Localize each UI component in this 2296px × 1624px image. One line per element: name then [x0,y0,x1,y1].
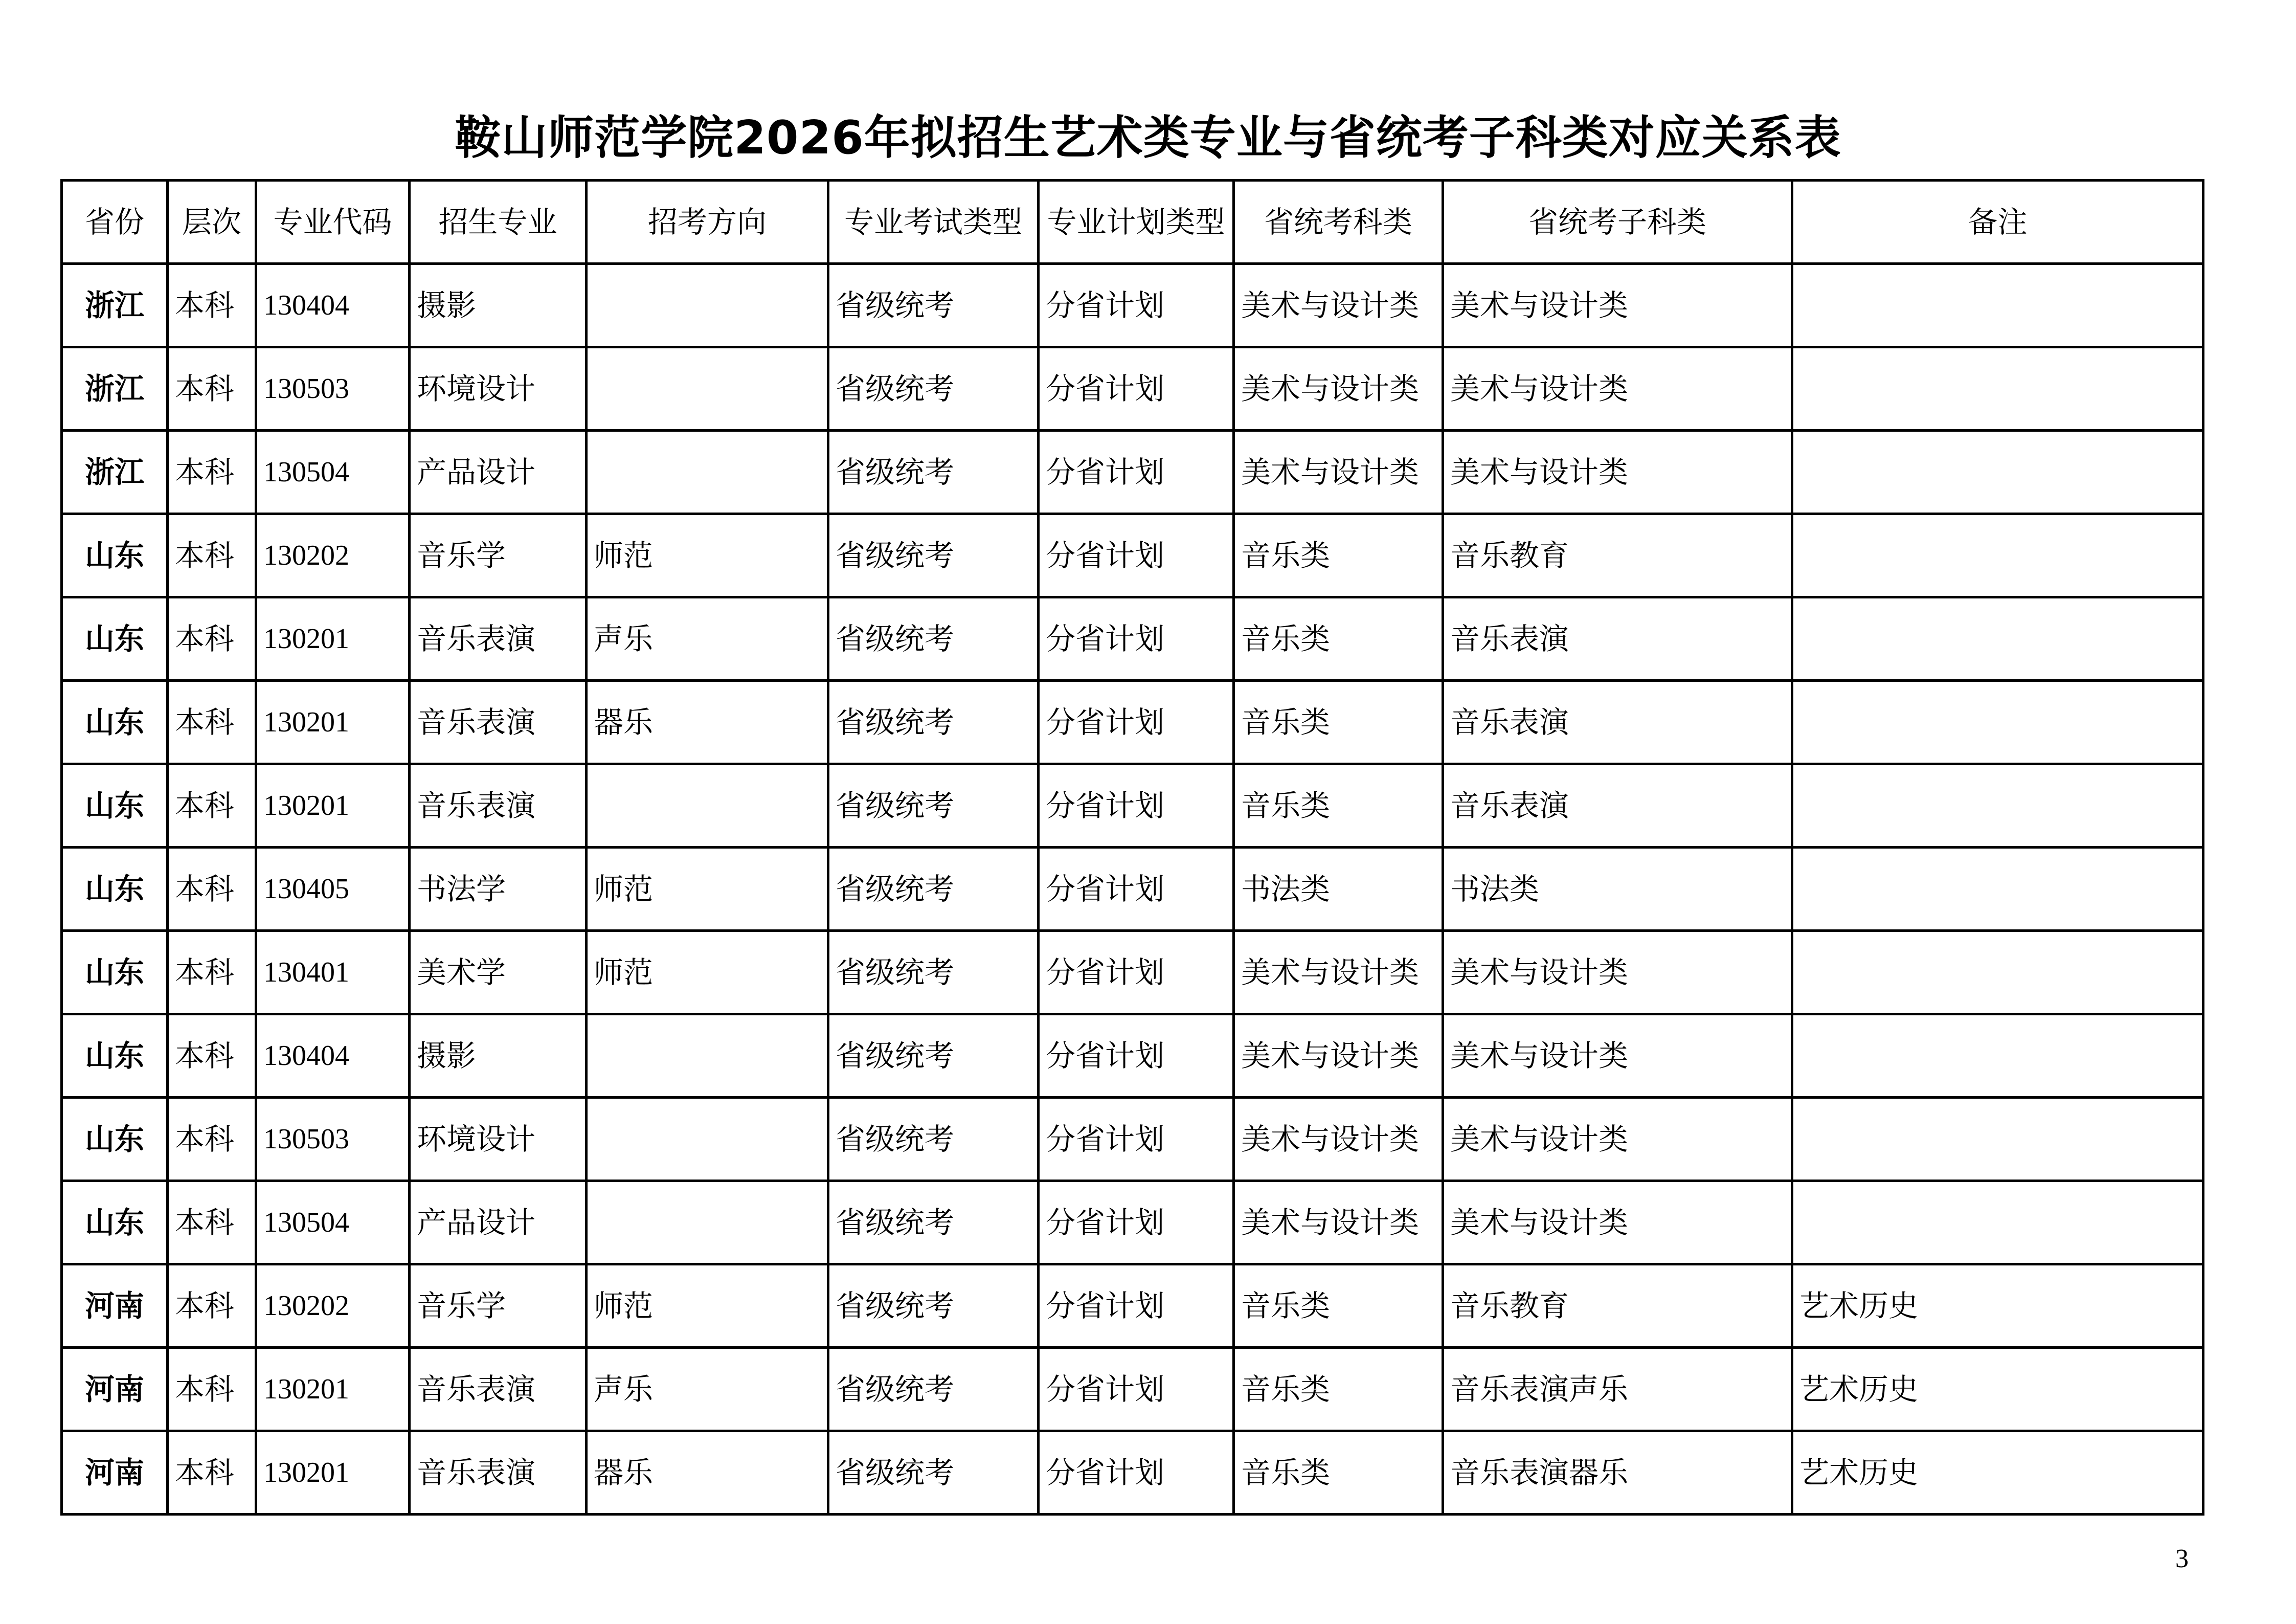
cell-major: 音乐表演 [410,681,587,764]
cell-notes [1792,848,2203,931]
cell-plan-type: 分省计划 [1039,514,1234,597]
cell-plan-type: 分省计划 [1039,1348,1234,1431]
cell-province: 山东 [62,597,168,681]
cell-direction: 器乐 [587,1431,828,1515]
cell-notes [1792,264,2203,347]
table-row [62,848,2203,931]
cell-exam-subcategory: 音乐表演 [1443,597,1792,681]
header-level: 层次 [168,181,256,264]
cell-direction [587,764,828,848]
cell-exam-subcategory: 音乐表演器乐 [1443,1431,1792,1515]
cell-major-code: 130405 [256,848,410,931]
cell-notes [1792,347,2203,431]
table-row [62,764,2203,848]
cell-major-code: 130404 [256,1014,410,1098]
cell-exam-category: 美术与设计类 [1234,264,1443,347]
cell-level: 本科 [168,1348,256,1431]
cell-province: 浙江 [62,431,168,514]
cell-major-code: 130201 [256,597,410,681]
cell-major-code: 130404 [256,264,410,347]
cell-exam-subcategory: 书法类 [1443,848,1792,931]
cell-exam-type: 省级统考 [828,597,1039,681]
cell-exam-subcategory: 音乐表演 [1443,764,1792,848]
cell-direction [587,264,828,347]
cell-exam-subcategory: 美术与设计类 [1443,431,1792,514]
table-row [62,347,2203,431]
cell-plan-type: 分省计划 [1039,1098,1234,1181]
cell-notes [1792,681,2203,764]
cell-exam-subcategory: 美术与设计类 [1443,1098,1792,1181]
cell-exam-type: 省级统考 [828,1014,1039,1098]
cell-direction [587,431,828,514]
cell-level: 本科 [168,1264,256,1348]
table-row [62,1348,2203,1431]
cell-plan-type: 分省计划 [1039,597,1234,681]
table-row [62,1431,2203,1515]
cell-level: 本科 [168,1431,256,1515]
cell-province: 山东 [62,764,168,848]
cell-direction: 师范 [587,931,828,1014]
cell-exam-category: 美术与设计类 [1234,931,1443,1014]
cell-major: 产品设计 [410,1181,587,1264]
cell-major-code: 130201 [256,1431,410,1515]
cell-province: 山东 [62,681,168,764]
cell-direction: 师范 [587,848,828,931]
table-row [62,1181,2203,1264]
cell-major-code: 130401 [256,931,410,1014]
cell-province: 山东 [62,1014,168,1098]
cell-notes: 艺术历史 [1792,1431,2203,1515]
cell-province: 河南 [62,1264,168,1348]
cell-exam-category: 美术与设计类 [1234,1014,1443,1098]
cell-province: 浙江 [62,347,168,431]
cell-plan-type: 分省计划 [1039,681,1234,764]
cell-exam-category: 音乐类 [1234,1431,1443,1515]
page-title: 鞍山师范学院2026年拟招生艺术类专业与省统考子科类对应关系表 [455,111,1841,165]
table-row [62,597,2203,681]
cell-major: 环境设计 [410,1098,587,1181]
header-major: 招生专业 [410,181,587,264]
cell-major-code: 130201 [256,681,410,764]
cell-notes [1792,1181,2203,1264]
cell-major-code: 130202 [256,1264,410,1348]
cell-level: 本科 [168,264,256,347]
header-province: 省份 [62,181,168,264]
cell-direction: 师范 [587,514,828,597]
cell-notes [1792,1014,2203,1098]
header-notes: 备注 [1792,181,2203,264]
cell-major: 音乐表演 [410,1431,587,1515]
table-body [62,264,2203,1515]
cell-exam-subcategory: 音乐表演声乐 [1443,1348,1792,1431]
table-row [62,1014,2203,1098]
cell-notes [1792,931,2203,1014]
cell-exam-type: 省级统考 [828,1098,1039,1181]
cell-direction [587,1181,828,1264]
cell-plan-type: 分省计划 [1039,848,1234,931]
cell-province: 河南 [62,1431,168,1515]
header-exam-subcategory: 省统考子科类 [1443,181,1792,264]
cell-exam-type: 省级统考 [828,764,1039,848]
cell-exam-subcategory: 美术与设计类 [1443,931,1792,1014]
cell-exam-category: 美术与设计类 [1234,347,1443,431]
cell-direction [587,347,828,431]
admissions-table [60,179,2204,1516]
table-row [62,514,2203,597]
cell-notes [1792,514,2203,597]
cell-province: 山东 [62,848,168,931]
table-row [62,1264,2203,1348]
cell-exam-category: 美术与设计类 [1234,431,1443,514]
cell-direction [587,1098,828,1181]
cell-notes [1792,1098,2203,1181]
cell-level: 本科 [168,848,256,931]
cell-province: 浙江 [62,264,168,347]
cell-exam-type: 省级统考 [828,1264,1039,1348]
cell-major-code: 130503 [256,1098,410,1181]
cell-direction: 声乐 [587,1348,828,1431]
cell-plan-type: 分省计划 [1039,347,1234,431]
header-plan-type: 专业计划类型 [1039,181,1234,264]
cell-province: 山东 [62,1181,168,1264]
table-row [62,264,2203,347]
cell-major: 美术学 [410,931,587,1014]
cell-exam-type: 省级统考 [828,1181,1039,1264]
cell-plan-type: 分省计划 [1039,1014,1234,1098]
cell-major: 音乐表演 [410,764,587,848]
cell-major: 书法学 [410,848,587,931]
cell-exam-type: 省级统考 [828,681,1039,764]
cell-plan-type: 分省计划 [1039,1181,1234,1264]
cell-plan-type: 分省计划 [1039,1431,1234,1515]
cell-major: 环境设计 [410,347,587,431]
cell-exam-category: 音乐类 [1234,597,1443,681]
cell-major: 音乐学 [410,514,587,597]
table-row [62,681,2203,764]
cell-level: 本科 [168,1014,256,1098]
cell-exam-category: 音乐类 [1234,514,1443,597]
cell-exam-subcategory: 美术与设计类 [1443,347,1792,431]
cell-level: 本科 [168,1098,256,1181]
cell-exam-type: 省级统考 [828,848,1039,931]
cell-exam-type: 省级统考 [828,1348,1039,1431]
cell-major: 音乐表演 [410,597,587,681]
cell-plan-type: 分省计划 [1039,431,1234,514]
cell-notes: 艺术历史 [1792,1348,2203,1431]
cell-plan-type: 分省计划 [1039,264,1234,347]
cell-level: 本科 [168,931,256,1014]
cell-notes [1792,764,2203,848]
cell-exam-subcategory: 美术与设计类 [1443,264,1792,347]
cell-major-code: 130504 [256,1181,410,1264]
cell-major: 摄影 [410,264,587,347]
cell-exam-subcategory: 美术与设计类 [1443,1181,1792,1264]
header-exam-type: 专业考试类型 [828,181,1039,264]
cell-level: 本科 [168,764,256,848]
cell-level: 本科 [168,597,256,681]
cell-direction [587,1014,828,1098]
cell-exam-category: 美术与设计类 [1234,1098,1443,1181]
table-row [62,1098,2203,1181]
table-row [62,931,2203,1014]
cell-exam-type: 省级统考 [828,931,1039,1014]
cell-direction: 器乐 [587,681,828,764]
cell-plan-type: 分省计划 [1039,931,1234,1014]
cell-major-code: 130202 [256,514,410,597]
cell-exam-type: 省级统考 [828,264,1039,347]
cell-exam-subcategory: 音乐教育 [1443,1264,1792,1348]
cell-province: 山东 [62,1098,168,1181]
cell-province: 河南 [62,1348,168,1431]
cell-exam-category: 美术与设计类 [1234,1181,1443,1264]
cell-direction: 师范 [587,1264,828,1348]
cell-level: 本科 [168,431,256,514]
cell-major: 音乐学 [410,1264,587,1348]
cell-plan-type: 分省计划 [1039,1264,1234,1348]
cell-major: 音乐表演 [410,1348,587,1431]
cell-major: 产品设计 [410,431,587,514]
cell-exam-category: 音乐类 [1234,681,1443,764]
cell-notes [1792,597,2203,681]
cell-exam-type: 省级统考 [828,1431,1039,1515]
cell-notes [1792,431,2203,514]
cell-major-code: 130201 [256,764,410,848]
cell-notes: 艺术历史 [1792,1264,2203,1348]
table-row [62,431,2203,514]
page-number: 3 [2175,1544,2189,1573]
cell-level: 本科 [168,514,256,597]
cell-level: 本科 [168,347,256,431]
cell-exam-type: 省级统考 [828,347,1039,431]
cell-level: 本科 [168,1181,256,1264]
cell-exam-type: 省级统考 [828,431,1039,514]
cell-exam-category: 书法类 [1234,848,1443,931]
cell-province: 山东 [62,514,168,597]
cell-exam-subcategory: 音乐表演 [1443,681,1792,764]
cell-major: 摄影 [410,1014,587,1098]
cell-exam-type: 省级统考 [828,514,1039,597]
cell-exam-subcategory: 音乐教育 [1443,514,1792,597]
header-direction: 招考方向 [587,181,828,264]
header-exam-category: 省统考科类 [1234,181,1443,264]
cell-exam-category: 音乐类 [1234,764,1443,848]
cell-major-code: 130504 [256,431,410,514]
cell-exam-subcategory: 美术与设计类 [1443,1014,1792,1098]
cell-major-code: 130201 [256,1348,410,1431]
cell-exam-category: 音乐类 [1234,1348,1443,1431]
header-major-code: 专业代码 [256,181,410,264]
table-header-row [62,181,2203,264]
cell-province: 山东 [62,931,168,1014]
cell-exam-category: 音乐类 [1234,1264,1443,1348]
cell-plan-type: 分省计划 [1039,764,1234,848]
cell-direction: 声乐 [587,597,828,681]
cell-major-code: 130503 [256,347,410,431]
cell-level: 本科 [168,681,256,764]
